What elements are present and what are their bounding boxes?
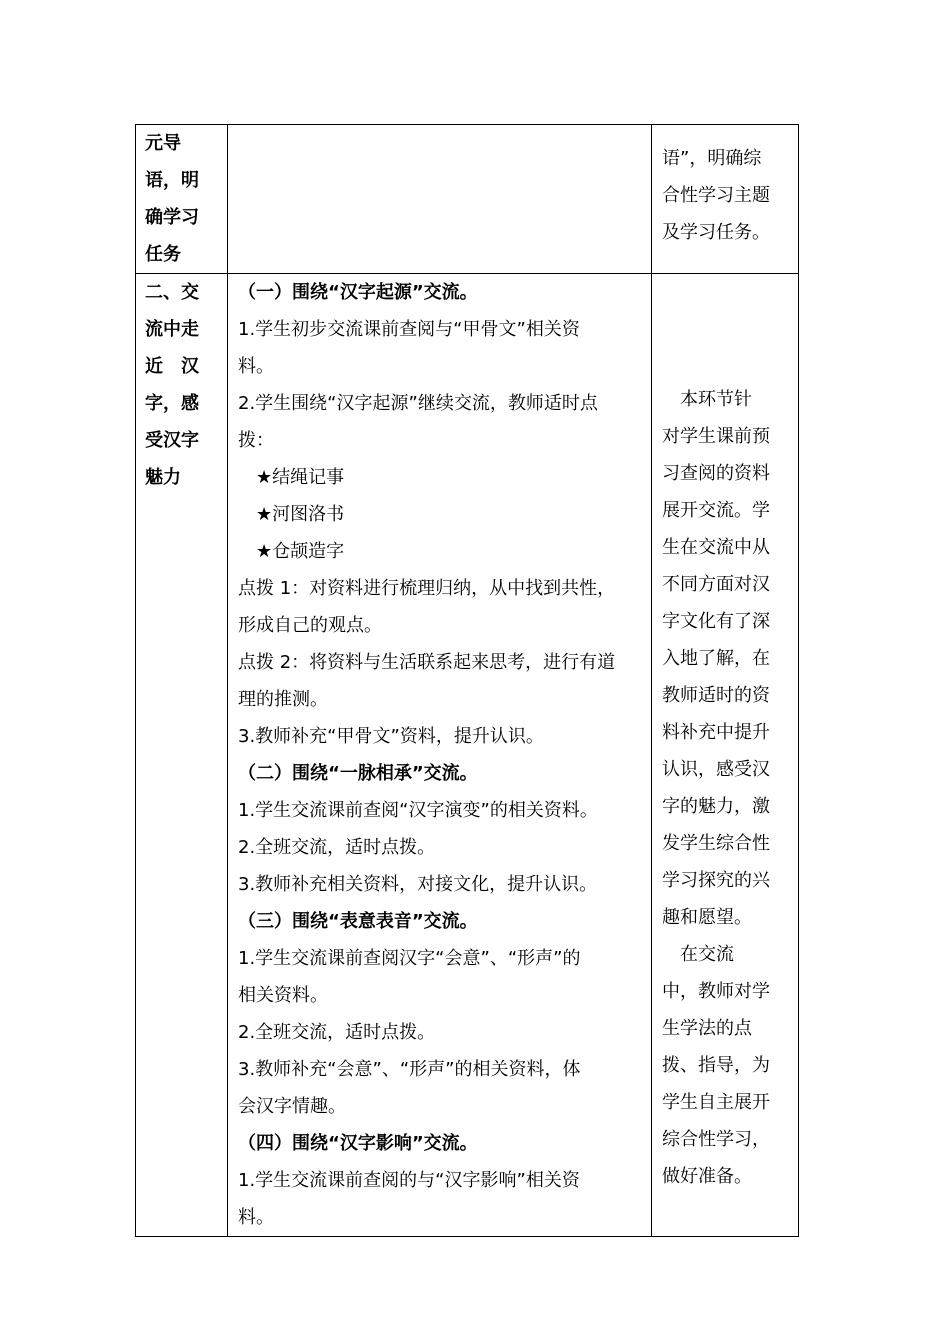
paragraph-line: 点拨 1：对资料进行梳理归纳，从中找到共性， (238, 578, 616, 599)
star-item: ★仓颉造字 (256, 541, 345, 562)
stage-line: 二、交 (145, 282, 199, 303)
paragraph-line: 1.学生交流课前查阅“汉字演变”的相关资料。 (238, 800, 598, 821)
comment-line: 生在交流中从 (662, 537, 770, 558)
comment-cell (652, 125, 799, 274)
comment-line: 认识，感受汉 (662, 759, 770, 780)
section-title: （三）围绕“表意表音”交流。 (238, 911, 478, 932)
section-title: （一）围绕“汉字起源”交流。 (238, 282, 478, 303)
stage-line: 流中走 (145, 319, 199, 340)
comment-line: 语”，明确综 (662, 148, 762, 169)
comment-cell (652, 274, 799, 1237)
stage-cell (136, 274, 228, 1237)
comment-line: 字的魅力，激 (662, 796, 770, 817)
paragraph-line: 会汉字情趣。 (238, 1096, 346, 1117)
comment-line: 合性学习主题 (662, 185, 770, 206)
lesson-plan-table (135, 124, 799, 1237)
paragraph-line: 理的推测。 (238, 689, 328, 710)
paragraph-line: 2.全班交流，适时点拨。 (238, 1022, 436, 1043)
stage-line: 魅力 (145, 467, 181, 488)
paragraph-line: 料。 (238, 1207, 274, 1228)
table-row (136, 274, 799, 1237)
section-title: （二）围绕“一脉相承”交流。 (238, 763, 478, 784)
paragraph-line: 3.教师补充“会意”、“形声”的相关资料，体 (238, 1059, 581, 1080)
comment-line: 字文化有了深 (662, 611, 770, 632)
section-title: （四）围绕“汉字影响”交流。 (238, 1133, 478, 1154)
paragraph-line: 形成自己的观点。 (238, 615, 382, 636)
stage-line: 元导 (145, 133, 181, 154)
comment-line: 趣和愿望。 (662, 907, 752, 928)
content-cell (228, 125, 652, 274)
stage-line: 任务 (145, 244, 181, 265)
stage-line: 受汉字 (145, 430, 199, 451)
comment-line: 入地了解，在 (662, 648, 770, 669)
paragraph-line: 1.学生初步交流课前查阅与“甲骨文”相关资 (238, 319, 580, 340)
comment-line: 发学生综合性 (662, 833, 770, 854)
comment-line: 不同方面对汉 (662, 574, 770, 595)
paragraph-line: 2.全班交流，适时点拨。 (238, 837, 436, 858)
comment-line: 在交流 (662, 944, 734, 965)
stage-cell (136, 125, 228, 274)
paragraph-line: 3.教师补充相关资料，对接文化，提升认识。 (238, 874, 598, 895)
paragraph-line: 1.学生交流课前查阅的与“汉字影响”相关资 (238, 1170, 580, 1191)
comment-line: 中，教师对学 (662, 981, 770, 1002)
paragraph-line: 料。 (238, 356, 274, 377)
comment-line: 学生自主展开 (662, 1092, 770, 1113)
table-row (136, 125, 799, 274)
comment-line: 对学生课前预 (662, 426, 770, 447)
paragraph-line: 点拨 2：将资料与生活联系起来思考，进行有道 (238, 652, 616, 673)
paragraph-line: 3.教师补充“甲骨文”资料，提升认识。 (238, 726, 544, 747)
comment-line: 本环节针 (662, 389, 752, 410)
stage-line: 字，感 (145, 393, 199, 414)
content-cell (228, 274, 652, 1237)
stage-line: 语，明 (145, 170, 199, 191)
comment-line: 展开交流。学 (662, 500, 770, 521)
comment-line: 做好准备。 (662, 1166, 752, 1187)
comment-line: 综合性学习， (662, 1129, 770, 1150)
comment-line: 料补充中提升 (662, 722, 770, 743)
comment-line: 生学法的点 (662, 1018, 752, 1039)
comment-line: 拨、指导，为 (662, 1055, 770, 1076)
paragraph-line: 拨： (238, 430, 274, 451)
paragraph-line: 1.学生交流课前查阅汉字“会意”、“形声”的 (238, 948, 581, 969)
comment-line: 及学习任务。 (662, 222, 770, 243)
stage-line: 近 汉 (145, 356, 199, 377)
paragraph-line: 相关资料。 (238, 985, 328, 1006)
star-item: ★结绳记事 (256, 467, 345, 488)
stage-line: 确学习 (145, 207, 199, 228)
comment-line: 习查阅的资料 (662, 463, 770, 484)
paragraph-line: 2.学生围绕“汉字起源”继续交流，教师适时点 (238, 393, 598, 414)
comment-line: 教师适时的资 (662, 685, 770, 706)
comment-line: 学习探究的兴 (662, 870, 770, 891)
star-item: ★河图洛书 (256, 504, 345, 525)
